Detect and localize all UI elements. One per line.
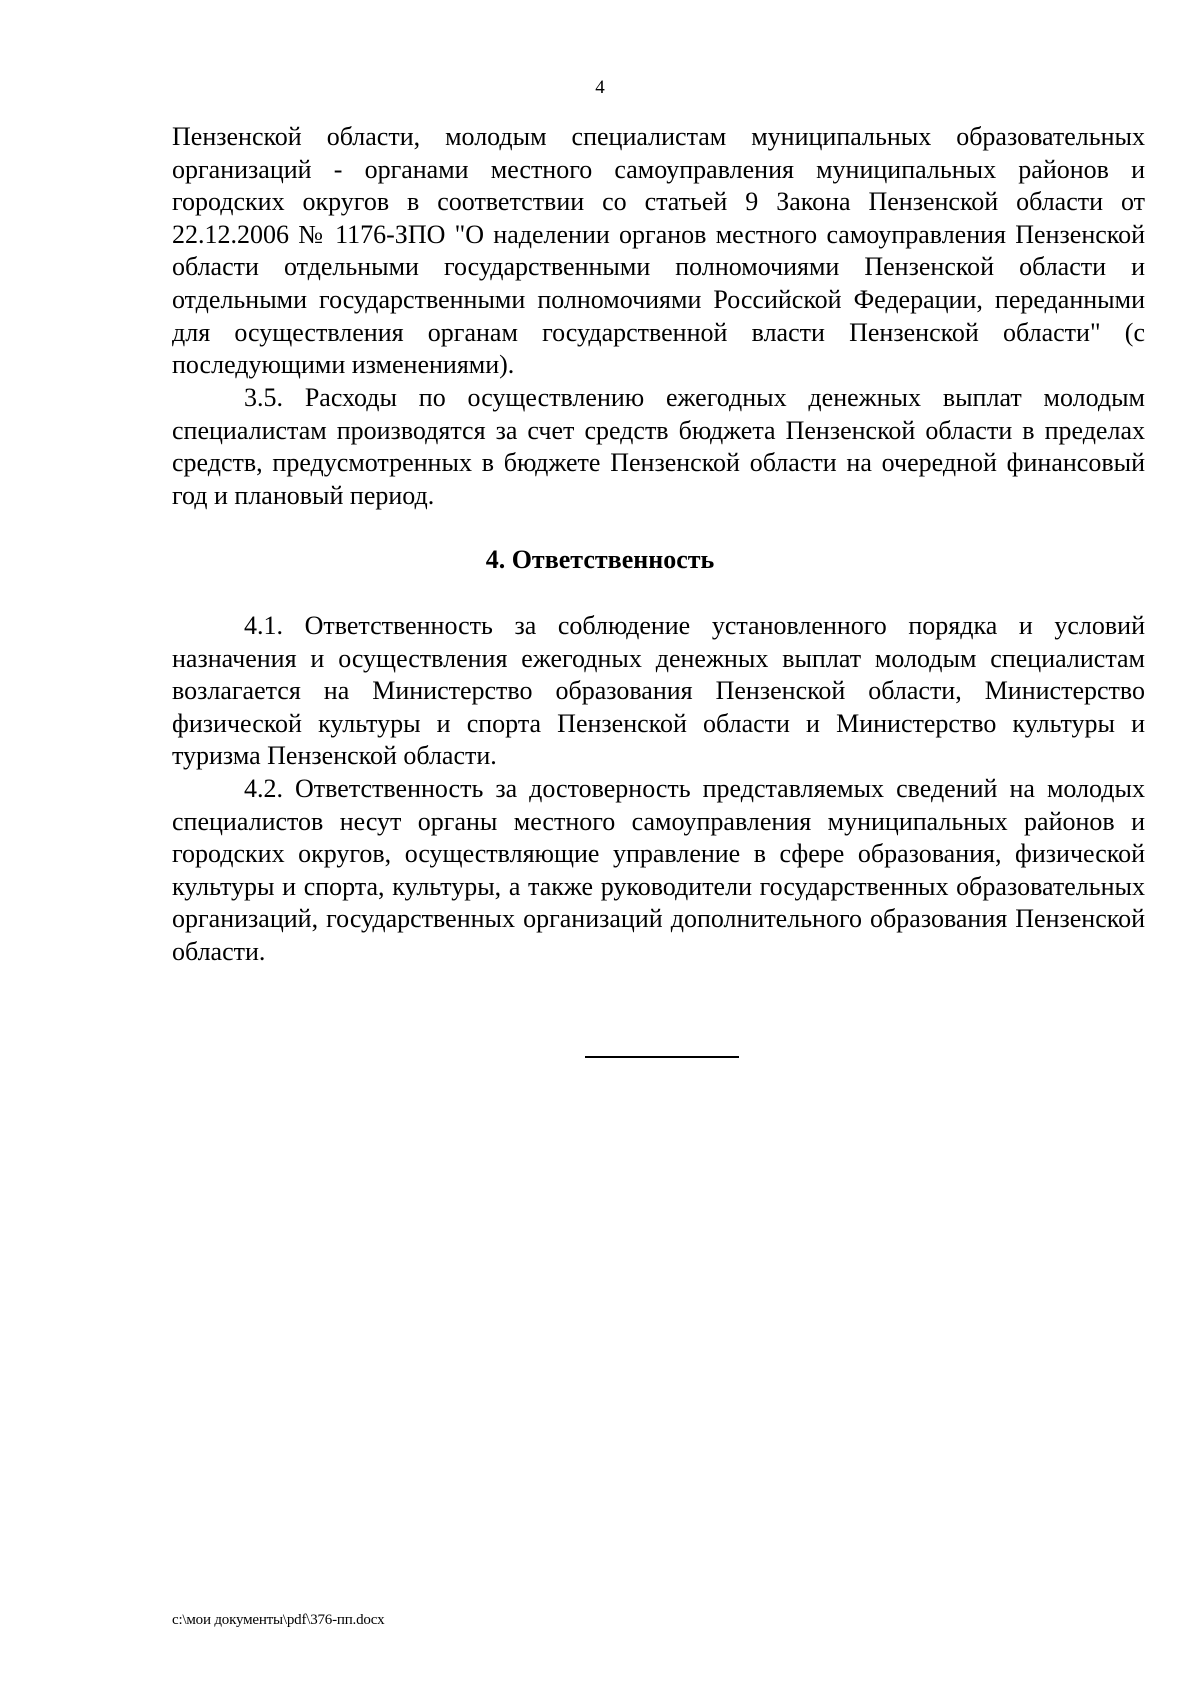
paragraph-4-2: 4.2. Ответственность за достоверность представляемых сведений на молодых специалистов несут органы местного самоуправления муниципальных районов и городских округов, осуществляющие управление в сфере образования, физической культуры и спорта, культуры, а также руководители государственных образовательных организаций, государственных организаций дополнительного образования Пензенской области. — [172, 773, 1145, 966]
paragraph-3-5: 3.5. Расходы по осуществлению ежегодных денежных выплат молодым специалистам производятся за счет средств бюджета Пензенской области в пределах средств, предусмотренных в бюджете Пензенской области на очередной финансовый год и плановый период. — [172, 383, 1145, 510]
footer-file-path: c:\мои документы\pdf\376-пп.docx — [172, 1612, 385, 1628]
document-end-rule — [585, 1056, 739, 1058]
section-4-heading: 4. Ответственность — [485, 545, 715, 574]
paragraph-4-1: 4.1. Ответственность за соблюдение установленного порядка и условий назначения и осуществления ежегодных денежных выплат молодым специалистам возлагается на Министерство образования Пензенской области, Министерство физической культуры и спорта Пензенской области и Министерство культуры и туризма Пензенской области. — [172, 611, 1145, 771]
page-number: 4 — [595, 77, 605, 98]
continuation-paragraph: Пензенской области, молодым специалистам муниципальных образовательных организаций - органами местного самоуправления муниципальных районов и городских округов в соответствии со статьей 9 Закона Пензенской области от 22.12.2006 № 1176-ЗПО "О наделении органов местного самоуправления Пензенской области отдельными государственными полномочиями Пензенской области и отдельными государственными полномочиями Российской Федерации, переданными для осуществления органам государственной власти Пензенской области" (с последующими изменениями). — [172, 122, 1145, 380]
section-4-body — [172, 610, 1145, 969]
continuation-block — [172, 121, 1145, 382]
clause-3-5-block — [172, 382, 1145, 512]
